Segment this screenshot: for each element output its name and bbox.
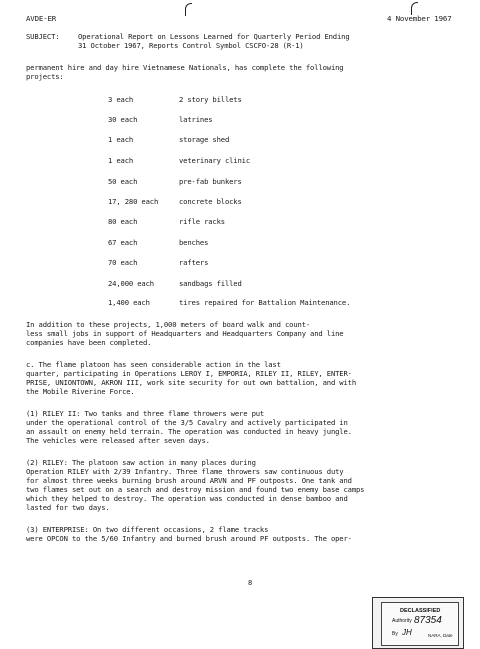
paragraph-line: less small jobs in support of Headquarters and Headquarters Company and line [26,329,344,338]
paragraph-line: under the operational control of the 3/5 Cavalry and actively participated in [26,418,348,427]
paragraph-line: In addition to these projects, 1,000 meters of board walk and count- [26,320,311,329]
project-quantity: 50 each [108,177,138,186]
paragraph-line: (2) RILEY: The platoon saw action in many places during [26,458,256,467]
project-item: concrete blocks [179,197,242,206]
paragraph-line: companies have been completed. [26,338,152,347]
project-item: tires repaired for Battalion Maintenance. [179,298,351,307]
project-quantity: 80 each [108,217,138,226]
project-quantity: 67 each [108,238,138,247]
subject-line-1: Operational Report on Lessons Learned for Quarterly Period Ending [78,32,350,41]
stamp-agency: NARA, Date [428,633,453,638]
intro-line-1: permanent hire and day hire Vietnamese Nationals, has complete the following [26,63,344,72]
project-item: sandbags filled [179,279,242,288]
declassification-stamp [372,597,464,649]
paragraph-line: The vehicles were released after seven days. [26,436,210,445]
subject-line-2: 31 October 1967, Reports Control Symbol CSCFO-28 (R-1) [78,41,304,50]
subject-label: SUBJECT: [26,32,60,41]
paragraph-line: an assault on enemy held terrain. The operation was conducted in heavy jungle. [26,427,352,436]
paragraph-line: the Mobile Riverine Force. [26,387,135,396]
project-quantity: 3 each [108,95,134,104]
hole-punch-mark-left [185,3,192,16]
project-quantity: 1,400 each [108,298,150,307]
project-quantity: 17, 280 each [108,197,159,206]
project-item: latrines [179,115,213,124]
intro-line-2: projects: [26,72,64,81]
paragraph-line: quarter, participating in Operations LEROY I, EMPORIA, RILEY II, RILEY, ENTER- [26,369,352,378]
page-number: 8 [248,579,253,587]
stamp-title: DECLASSIFIED [400,608,441,614]
project-item: rafters [179,258,209,267]
project-quantity: 70 each [108,258,138,267]
paragraph-line: c. The flame platoon has seen considerable action in the last [26,360,281,369]
project-quantity: 24,000 each [108,279,154,288]
project-item: storage shed [179,135,230,144]
stamp-inner-box [381,602,459,646]
stamp-by-label: By [392,631,398,637]
paragraph-line: PRISE, UNIONTOWN, AKRON III, work site security for out own battalion, and with [26,378,357,387]
paragraph-line: for almost three weeks burning brush around ARVN and PF outposts. One tank and [26,476,352,485]
paragraph-line: (1) RILEY II: Two tanks and three flame throwers were put [26,409,265,418]
paragraph-line: Operation RILEY with 2/39 Infantry. Three flame throwers saw continuous duty [26,467,344,476]
project-quantity: 1 each [108,156,134,165]
paragraph-line: (3) ENTERPRISE: On two different occasions, 2 flame tracks [26,525,269,534]
project-item: veterinary clinic [179,156,251,165]
office-symbol: AVDE-ER [26,14,57,23]
project-item: rifle racks [179,217,225,226]
project-item: benches [179,238,209,247]
stamp-authority-label: Authority [392,618,412,624]
document-date: 4 November 1967 [387,14,452,23]
project-quantity: 30 each [108,115,138,124]
paragraph-line: which they helped to destroy. The operation was conducted in dense bamboo and [26,494,348,503]
stamp-authority-value: 87354 [414,615,442,626]
paragraph-line: were OPCON to the 5/60 Infantry and burned brush around PF outposts. The oper- [26,534,352,543]
project-item: pre-fab bunkers [179,177,242,186]
project-item: 2 story billets [179,95,242,104]
paragraph-line: lasted for two days. [26,503,110,512]
stamp-by-value: JH [402,628,412,637]
paragraph-line: two flames set out on a search and destroy mission and found two enemy base camps [26,485,365,494]
project-quantity: 1 each [108,135,134,144]
